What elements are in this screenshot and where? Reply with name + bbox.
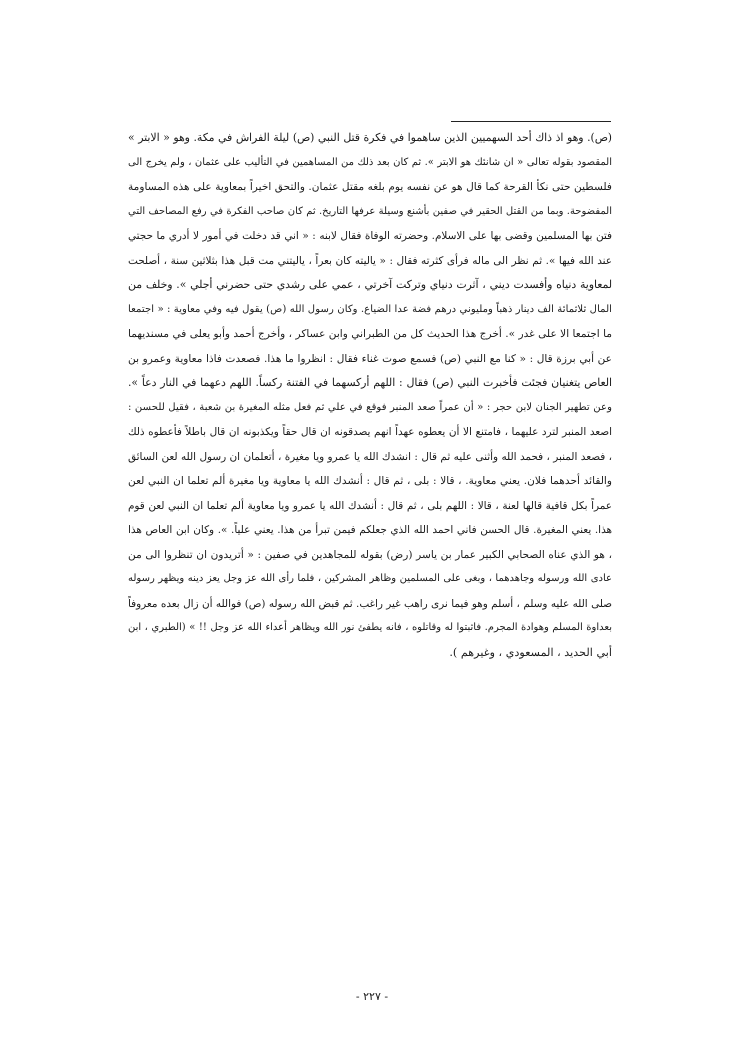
text-line: ، فصعد المنبر ، فحمد الله وأثنى عليه ثم قال : انشدك الله يا عمرو ويا مغيرة ، أتعلمان ان رسول الله لعن السائق <box>128 450 612 463</box>
text-line: المال ثلاثمائة الف دينار ذهباً ومليوني درهم فضة عدا الضياع. وكان رسول الله (ص) يقول فيه وفي معاوية : « اجتمعا <box>128 303 612 315</box>
text-line: عادى الله ورسوله وجاهدهما ، وبغى على المسلمين وظاهر المشركين ، فلما رأى الله عز وجل يعز دينه ويظهر رسوله <box>128 573 612 584</box>
text-line: عن أبي برزة قال : « كنا مع النبي (ص) فسمع صوت غناء فقال : انظروا ما هذا. فصعدت فاذا معاوية وعمرو بن <box>128 352 612 365</box>
text-line: صلى الله عليه وسلم ، أسلم وهو فيما نرى راهب غير راغب. ثم قبض الله رسوله (ص) فوالله أن زال بعده معروفاً <box>128 597 612 610</box>
text-line: ، هو الذي عناه الصحابي الكبير عمار بن ياسر (رض) بقوله للمجاهدين في صفين : « أتريدون ان تنظروا الى من <box>128 548 612 561</box>
text-line: وعن تطهير الجنان لابن حجر : « أن عمراً صعد المنبر فوقع في علي ثم فعل مثله المغيرة بن شعبة ، فقيل للحسن : <box>128 401 612 413</box>
footnote-separator-rule <box>451 121 611 122</box>
text-line: بعداوة المسلم وهوادة المجرم. فاثبتوا له وقاتلوه ، فانه يطفئ نور الله ويظاهر أعداء الله عز وجل !! » (الطبري ، ابن <box>128 622 612 633</box>
text-line: عند الله فيها ». ثم نظر الى ماله فرأى كثرته فقال : « ياليته كان بعراً ، ياليتني مت قبل هذا بثلاثين سنة ، أصلحت <box>128 254 612 267</box>
footnote-text-block <box>128 126 612 665</box>
text-line: المقصود بقوله تعالى « ان شانئك هو الابتر ». ثم كان بعد ذلك من المساهمين في التأليب على عثمان ، ولم يخرج الى <box>128 156 612 168</box>
text-line: لمعاوية دنياه وأفسدت ديني ، آثرت دنياي وتركت آخرتي ، عمي على رشدي حتى حضرني أجلي ». وخلف من <box>128 278 612 291</box>
text-line: (ص). وهو اذ ذاك أحد السهميين الذين ساهموا في فكرة قتل النبي (ص) ليلة الفراش في مكة. وهو « الابتر » <box>128 131 612 144</box>
text-line: والقائد أحدهما فلان. يعني معاوية. ، قالا : بلى ، ثم قال : أنشدك الله يا معاوية ويا مغيرة ألم تعلما ان النبي لعن <box>128 475 612 487</box>
text-line: عمراً بكل قافية قالها لعنة ، قالا : اللهم بلى ، ثم قال : أنشدك الله يا عمرو ويا معاوية ألم تعلما ان النبي لعن قوم <box>128 499 612 512</box>
text-line: هذا. يعني المغيرة. قال الحسن فاني احمد الله الذي جعلكم فيمن تبرأ من هذا. يعني علياً. ». وكان ابن العاص هذا <box>128 524 612 536</box>
text-line: المفضوحة. وبما من القتل الحقير في صفين بأشنع وسيلة عرفها التاريخ. ثم كان صاحب الفكرة في رفع المصاحف التي <box>128 205 612 217</box>
text-line: أبي الحديد ، المسعودي ، وغيرهم ). <box>449 645 612 659</box>
text-line: العاص يتغنيان فجئت فأخبرت النبي (ص) فقال : اللهم أركسهما في الفتنة ركساً. اللهم دعهما في النار دعاً ». <box>128 376 612 389</box>
text-line: فلسطين حتى نكأ القرحة كما قال هو عن نفسه يوم بلغه مقتل عثمان. والتحق اخيراً بمعاوية على هذه المساومة <box>128 181 612 193</box>
page-number: - ٢٢٧ - <box>355 990 389 1003</box>
text-line: اصعد المنبر لترد عليهما ، فامتنع الا أن يعطوه عهداً انهم يصدقونه ان قال حقاً ويكذبونه ان قال باطلاً فأعطوه ذلك <box>128 426 612 438</box>
text-line: ما اجتمعا الا على غدر ». أخرج هذا الحديث كل من الطبراني وابن عساكر ، وأخرج أحمد وأبو يعلى في مسنديهما <box>128 328 612 340</box>
text-line: فتن بها المسلمين وقضى بها على الاسلام. وحضرته الوفاة فقال لابنه : « اني قد دخلت في أمور لا أدري ما حجتي <box>128 230 612 242</box>
